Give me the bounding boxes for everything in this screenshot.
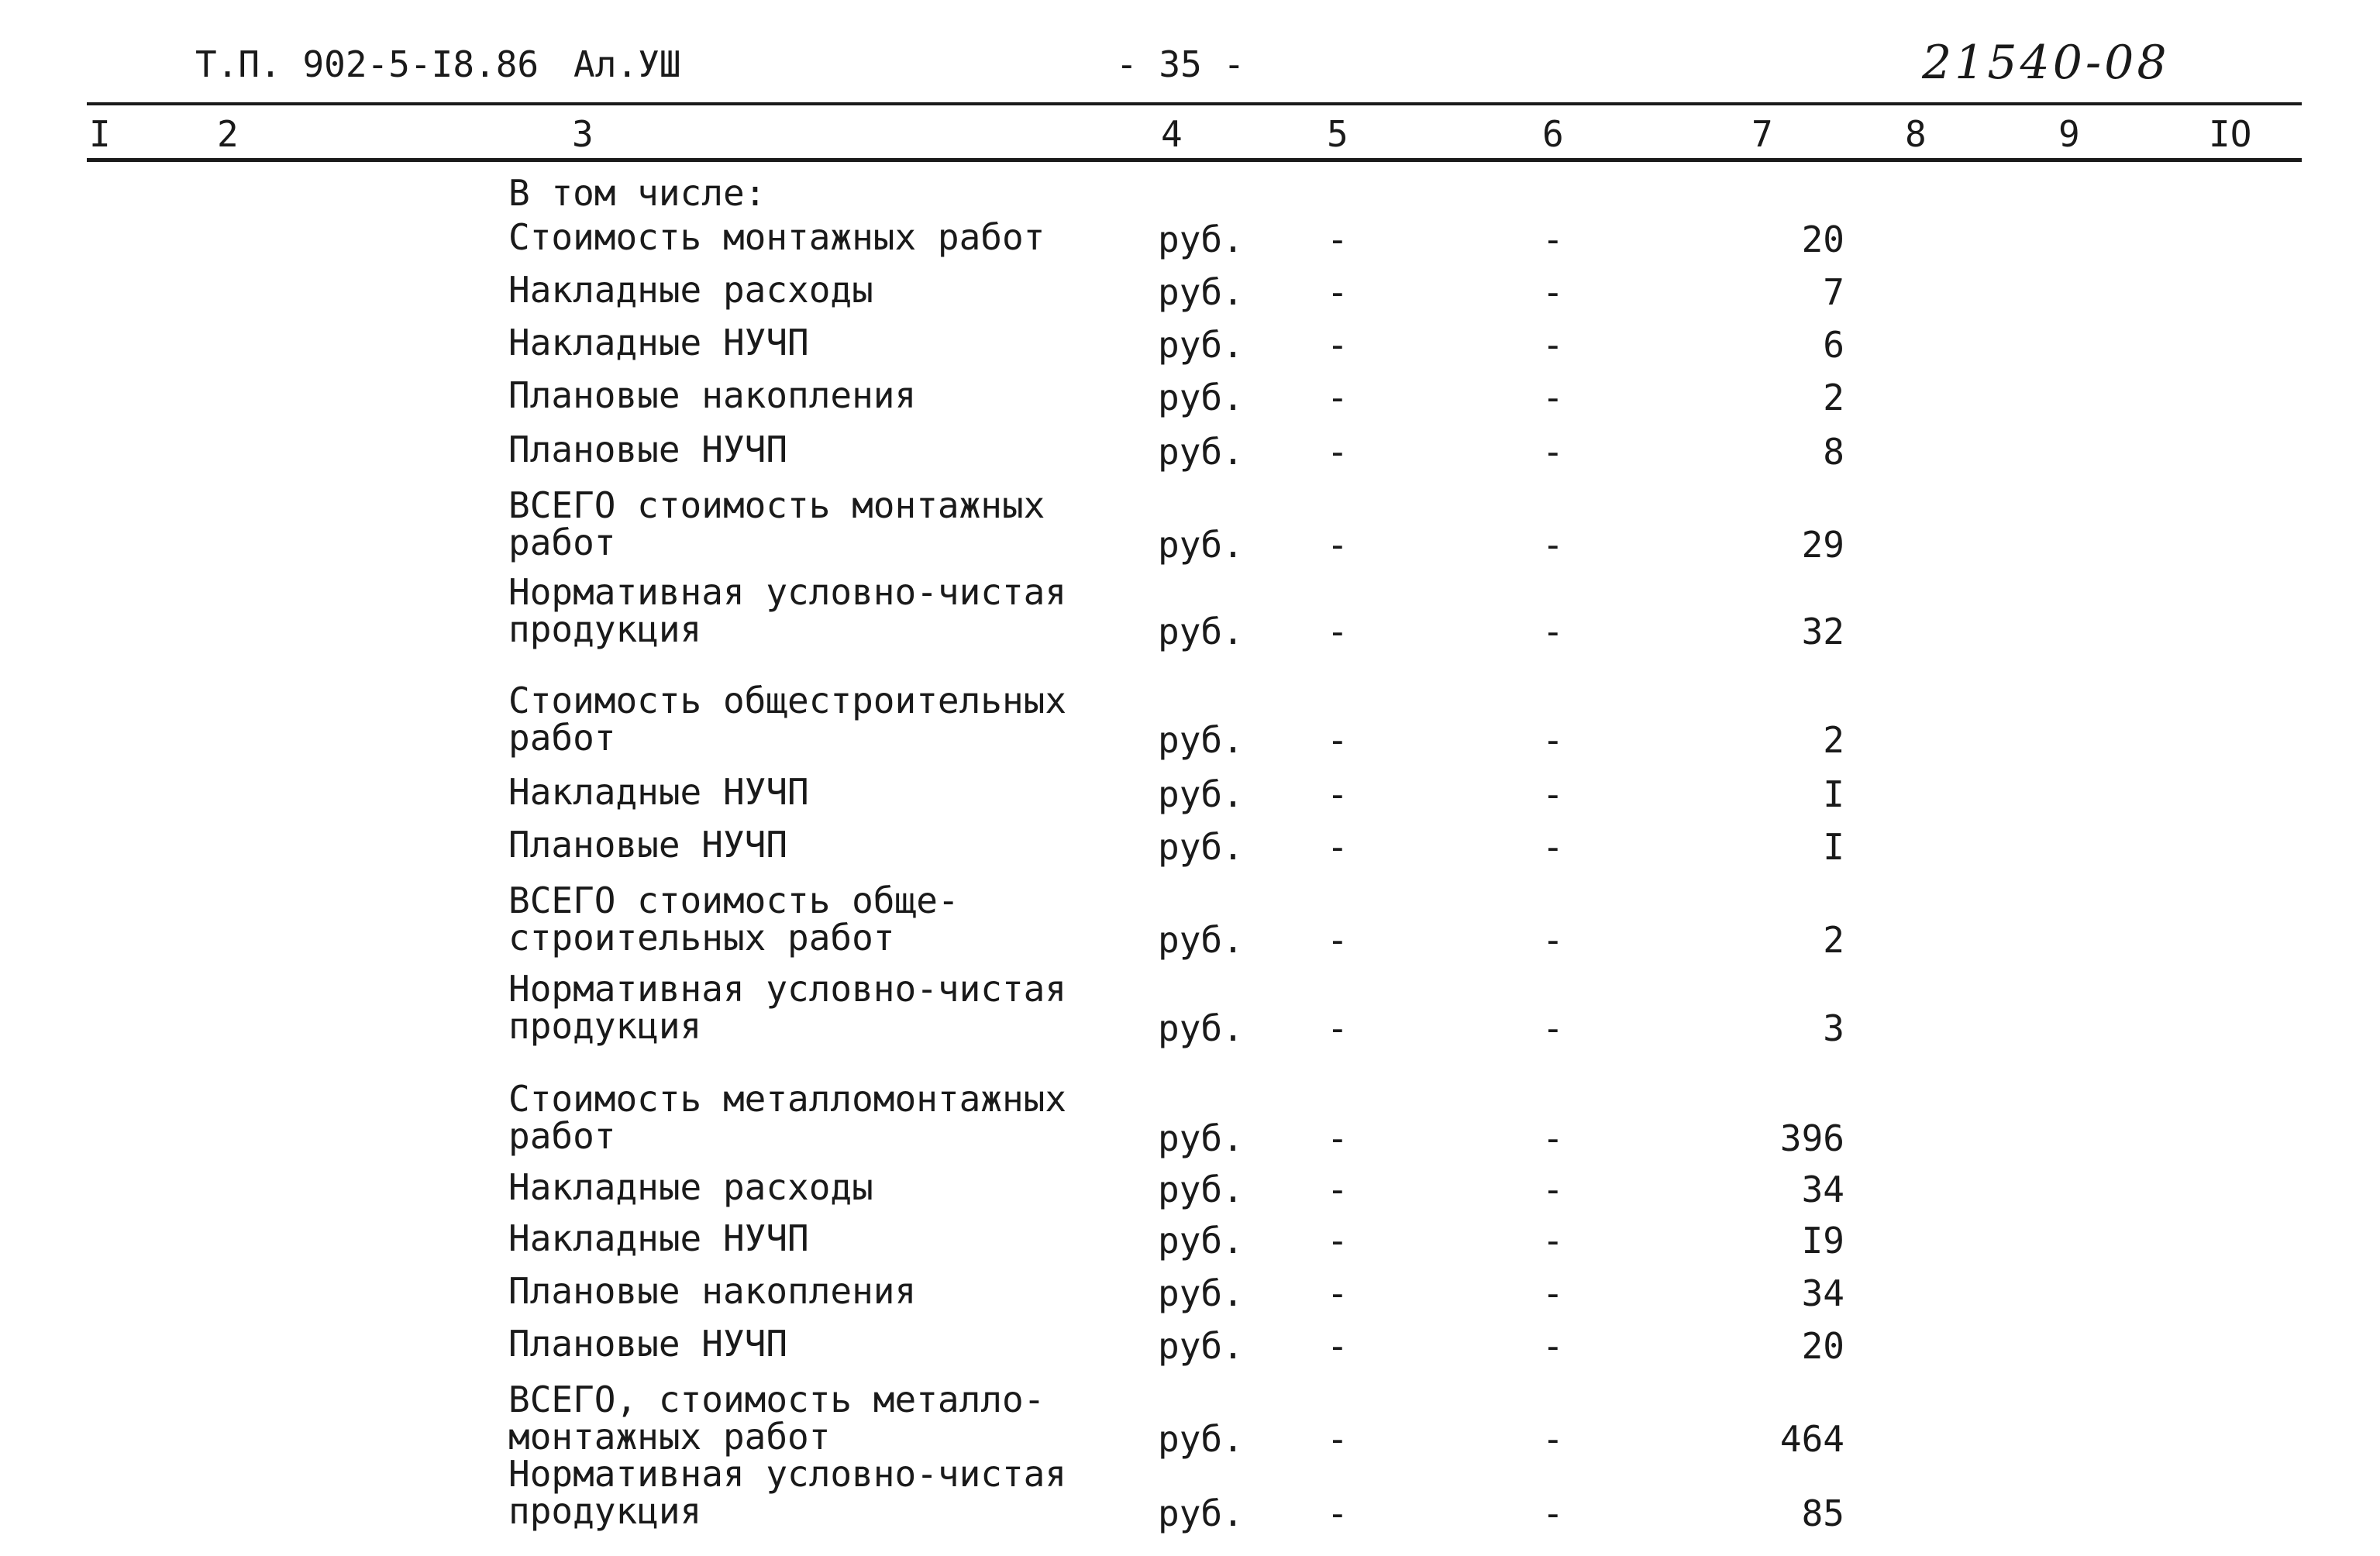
column-number-3: 3 — [572, 113, 594, 155]
item-name: ВСЕГО, стоимость металло- монтажных работ — [508, 1379, 1045, 1458]
unit-cell: руб. — [1158, 1492, 1244, 1534]
column-number-5: 5 — [1327, 113, 1348, 155]
column-5-cell: - — [1327, 431, 1348, 473]
unit-cell: руб. — [1158, 1220, 1244, 1262]
value-cell: 29 — [1801, 524, 1844, 566]
unit-cell: руб. — [1158, 719, 1244, 761]
unit-cell: руб. — [1158, 377, 1244, 418]
value-cell: 464 — [1779, 1418, 1844, 1460]
unit-cell: руб. — [1158, 1117, 1244, 1159]
value-cell: 396 — [1779, 1117, 1844, 1159]
column-5-cell: - — [1327, 719, 1348, 761]
column-5-cell: - — [1327, 1272, 1348, 1314]
column-6-cell: - — [1542, 377, 1564, 418]
unit-cell: руб. — [1158, 919, 1244, 961]
column-5-cell: - — [1327, 773, 1348, 815]
column-5-cell: - — [1327, 1007, 1348, 1049]
value-cell: I — [1823, 826, 1844, 868]
item-name: Стоимость общестроительных работ — [508, 680, 1067, 759]
header-top-rule — [87, 102, 2302, 105]
unit-cell: руб. — [1158, 1418, 1244, 1460]
value-cell: 20 — [1801, 219, 1844, 260]
item-name: Нормативная условно-чистая продукция — [508, 571, 1067, 650]
column-5-cell: - — [1327, 219, 1348, 260]
column-6-cell: - — [1542, 826, 1564, 868]
item-name: Нормативная условно-чистая продукция — [508, 1453, 1067, 1532]
unit-cell: руб. — [1158, 1272, 1244, 1314]
column-number-8: 8 — [1905, 113, 1927, 155]
value-cell: 2 — [1823, 719, 1844, 761]
column-5-cell: - — [1327, 377, 1348, 418]
column-6-cell: - — [1542, 524, 1564, 566]
value-cell: 85 — [1801, 1492, 1844, 1534]
item-name: Нормативная условно-чистая продукция — [508, 968, 1067, 1047]
item-name: Плановые накопления — [508, 374, 917, 416]
column-5-cell: - — [1327, 1220, 1348, 1262]
column-6-cell: - — [1542, 1418, 1564, 1460]
column-6-cell: - — [1542, 1272, 1564, 1314]
value-cell: 34 — [1801, 1272, 1844, 1314]
column-6-cell: - — [1542, 1169, 1564, 1210]
column-6-cell: - — [1542, 271, 1564, 313]
column-5-cell: - — [1327, 524, 1348, 566]
column-5-cell: - — [1327, 1492, 1348, 1534]
column-6-cell: - — [1542, 719, 1564, 761]
unit-cell: руб. — [1158, 324, 1244, 366]
item-name: Накладные НУЧП — [508, 322, 809, 363]
unit-cell: руб. — [1158, 271, 1244, 313]
column-6-cell: - — [1542, 1007, 1564, 1049]
column-6-cell: - — [1542, 1117, 1564, 1159]
unit-cell: руб. — [1158, 524, 1244, 566]
value-cell: 6 — [1823, 324, 1844, 366]
value-cell: 2 — [1823, 919, 1844, 961]
column-number-1: I — [89, 113, 111, 155]
item-name: Плановые НУЧП — [508, 1323, 788, 1365]
column-5-cell: - — [1327, 1117, 1348, 1159]
item-name: Плановые НУЧП — [508, 824, 788, 866]
value-cell: 20 — [1801, 1325, 1844, 1367]
column-5-cell: - — [1327, 271, 1348, 313]
column-6-cell: - — [1542, 1220, 1564, 1262]
column-6-cell: - — [1542, 431, 1564, 473]
column-6-cell: - — [1542, 324, 1564, 366]
column-6-cell: - — [1542, 1325, 1564, 1367]
page-number: - 35 - — [1116, 43, 1245, 85]
column-5-cell: - — [1327, 919, 1348, 961]
unit-cell: руб. — [1158, 826, 1244, 868]
document-reference: Т.П. 902-5-I8.86 — [195, 43, 539, 85]
column-5-cell: - — [1327, 611, 1348, 652]
item-name: Плановые накопления — [508, 1270, 917, 1312]
unit-cell: руб. — [1158, 1007, 1244, 1049]
section-title: В том числе: — [508, 172, 766, 214]
column-number-4: 4 — [1161, 113, 1183, 155]
album-reference: Ал.УШ — [573, 43, 681, 85]
value-cell: I9 — [1801, 1220, 1844, 1262]
item-name: Плановые НУЧП — [508, 429, 788, 470]
item-name: ВСЕГО стоимость обще- строительных работ — [508, 880, 959, 959]
column-5-cell: - — [1327, 826, 1348, 868]
archive-stamp-number: 21540-08 — [1922, 36, 2170, 90]
column-6-cell: - — [1542, 1492, 1564, 1534]
value-cell: 8 — [1823, 431, 1844, 473]
value-cell: I — [1823, 773, 1844, 815]
value-cell: 32 — [1801, 611, 1844, 652]
column-number-6: 6 — [1542, 113, 1564, 155]
unit-cell: руб. — [1158, 611, 1244, 652]
item-name: Стоимость металломонтажных работ — [508, 1078, 1067, 1157]
column-number-10: IO — [2209, 113, 2252, 155]
unit-cell: руб. — [1158, 1169, 1244, 1210]
item-name: ВСЕГО стоимость монтажных работ — [508, 484, 1045, 563]
value-cell: 2 — [1823, 377, 1844, 418]
unit-cell: руб. — [1158, 773, 1244, 815]
column-5-cell: - — [1327, 1169, 1348, 1210]
unit-cell: руб. — [1158, 219, 1244, 260]
column-5-cell: - — [1327, 1325, 1348, 1367]
column-6-cell: - — [1542, 611, 1564, 652]
column-5-cell: - — [1327, 1418, 1348, 1460]
column-number-7: 7 — [1751, 113, 1773, 155]
unit-cell: руб. — [1158, 1325, 1244, 1367]
column-6-cell: - — [1542, 773, 1564, 815]
value-cell: 7 — [1823, 271, 1844, 313]
item-name: Стоимость монтажных работ — [508, 216, 1045, 258]
column-6-cell: - — [1542, 919, 1564, 961]
unit-cell: руб. — [1158, 431, 1244, 473]
item-name: Накладные НУЧП — [508, 771, 809, 813]
header-bottom-rule — [87, 158, 2302, 162]
column-5-cell: - — [1327, 324, 1348, 366]
item-name: Накладные расходы — [508, 1166, 873, 1208]
item-name: Накладные расходы — [508, 269, 873, 311]
item-name: Накладные НУЧП — [508, 1217, 809, 1259]
column-number-9: 9 — [2058, 113, 2080, 155]
column-number-2: 2 — [217, 113, 239, 155]
value-cell: 3 — [1823, 1007, 1844, 1049]
value-cell: 34 — [1801, 1169, 1844, 1210]
column-6-cell: - — [1542, 219, 1564, 260]
